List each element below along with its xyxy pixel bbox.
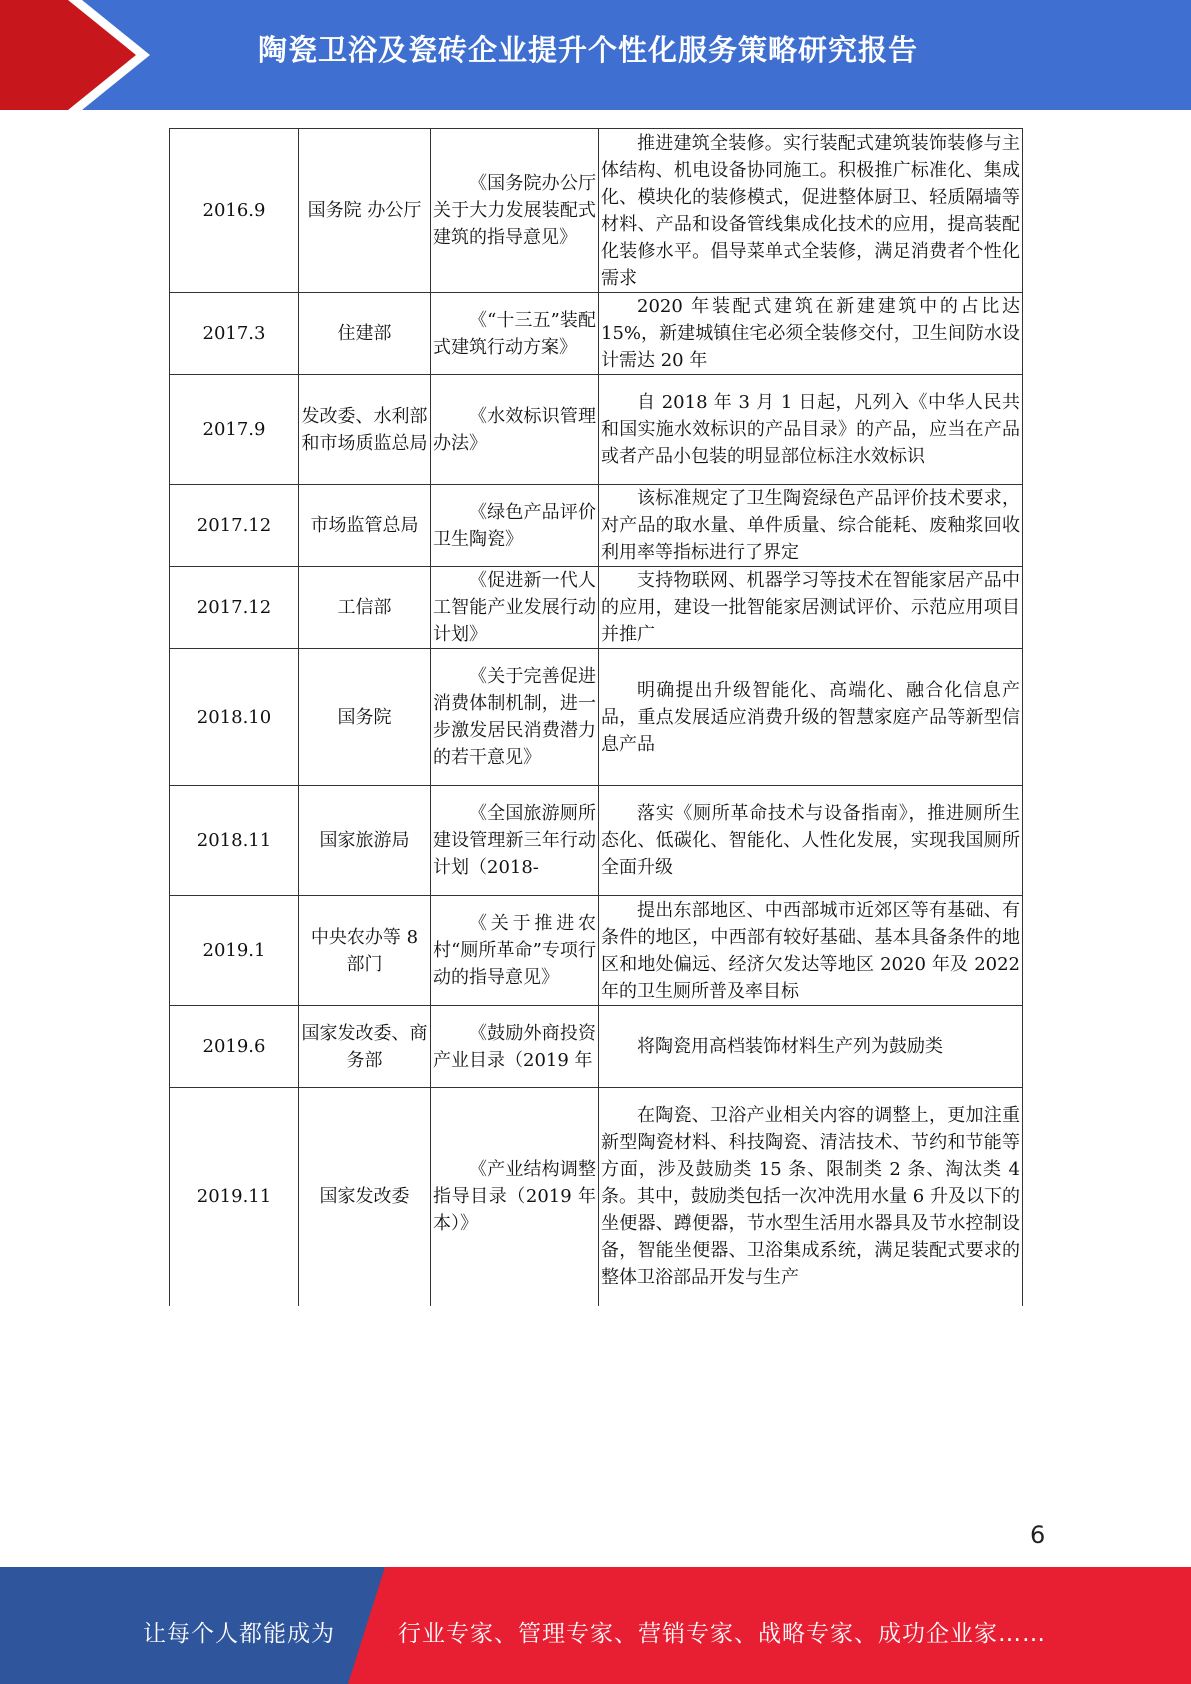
table-row <box>170 896 1023 1006</box>
table-row <box>170 293 1023 375</box>
policy-content: 明确提出升级智能化、高端化、融合化信息产品，重点发展适应消费升级的智慧家庭产品等新型信息产品 <box>599 649 1023 786</box>
page-number: 6 <box>1030 1521 1046 1549</box>
policy-date: 2018.11 <box>170 786 299 896</box>
policy-issuer: 工信部 <box>299 567 431 649</box>
table-row <box>170 1088 1023 1306</box>
policy-issuer: 中央农办等 8 部门 <box>299 896 431 1006</box>
footer-slogan-right: 行业专家、管理专家、营销专家、战略专家、成功企业家…… <box>398 1621 1046 1647</box>
policy-date: 2016.9 <box>170 129 299 293</box>
policy-issuer: 住建部 <box>299 293 431 375</box>
policy-content: 落实《厕所革命技术与设备指南》，推进厕所生态化、低碳化、智能化、人性化发展，实现我国厕所全面升级 <box>599 786 1023 896</box>
table-row <box>170 375 1023 485</box>
policy-document: 《产业结构调整指导目录（2019 年本）》 <box>431 1088 599 1306</box>
policy-document: 《全国旅游厕所建设管理新三年行动计划（2018- <box>431 786 599 896</box>
policy-document: 《“十三五”装配式建筑行动方案》 <box>431 293 599 375</box>
policy-content: 自 2018 年 3 月 1 日起，凡列入《中华人民共和国实施水效标识的产品目录》的产品，应当在产品或者产品小包装的明显部位标注水效标识 <box>599 375 1023 485</box>
policy-issuer: 国家旅游局 <box>299 786 431 896</box>
policy-content: 将陶瓷用高档装饰材料生产列为鼓励类 <box>599 1006 1023 1088</box>
policy-date: 2017.9 <box>170 375 299 485</box>
policy-document: 《水效标识管理办法》 <box>431 375 599 485</box>
policy-date: 2018.10 <box>170 649 299 786</box>
policy-date: 2017.3 <box>170 293 299 375</box>
policy-table <box>169 128 1023 1306</box>
policy-document: 《鼓励外商投资产业目录（2019 年 <box>431 1006 599 1088</box>
footer-slogan-left: 让每个人都能成为 <box>143 1621 335 1647</box>
policy-issuer: 国务院 办公厅 <box>299 129 431 293</box>
header-arrow-icon <box>0 0 140 110</box>
policy-issuer: 国务院 <box>299 649 431 786</box>
policy-content: 提出东部地区、中西部城市近郊区等有基础、有条件的地区，中西部有较好基础、基本具备条件的地区和地处偏远、经济欠发达等地区 2020 年及 2022 年的卫生厕所普及率目标 <box>599 896 1023 1006</box>
policy-content: 推进建筑全装修。实行装配式建筑装饰装修与主体结构、机电设备协同施工。积极推广标准化、集成化、模块化的装修模式，促进整体厨卫、轻质隔墙等材料、产品和设备管线集成化技术的应用，提高装配化装修水平。倡导菜单式全装修，满足消费者个性化需求 <box>599 129 1023 293</box>
policy-issuer: 国家发改委 <box>299 1088 431 1306</box>
policy-date: 2017.12 <box>170 485 299 567</box>
page-header <box>0 0 1191 110</box>
policy-issuer: 国家发改委、商务部 <box>299 1006 431 1088</box>
policy-document: 《绿色产品评价卫生陶瓷》 <box>431 485 599 567</box>
table-row <box>170 649 1023 786</box>
policy-date: 2019.11 <box>170 1088 299 1306</box>
report-title: 陶瓷卫浴及瓷砖企业提升个性化服务策略研究报告 <box>257 33 918 67</box>
page-footer <box>0 1567 1191 1684</box>
table-row <box>170 567 1023 649</box>
policy-date: 2017.12 <box>170 567 299 649</box>
policy-date: 2019.1 <box>170 896 299 1006</box>
policy-document: 《关于推进农村“厕所革命”专项行动的指导意见》 <box>431 896 599 1006</box>
policy-table-container <box>169 128 1022 1306</box>
policy-content: 该标准规定了卫生陶瓷绿色产品评价技术要求，对产品的取水量、单件质量、综合能耗、废釉浆回收利用率等指标进行了界定 <box>599 485 1023 567</box>
policy-content: 在陶瓷、卫浴产业相关内容的调整上，更加注重新型陶瓷材料、科技陶瓷、清洁技术、节约和节能等方面，涉及鼓励类 15 条、限制类 2 条、淘汰类 4 条。其中，鼓励类包括一次冲洗用水量 6 升及以下的坐便器、蹲便器，节水型生活用水器具及节水控制设备，智能坐便器、卫浴集成系统，满足装配式要求的整体卫浴部品开发与生产 <box>599 1088 1023 1306</box>
table-row <box>170 129 1023 293</box>
policy-content: 2020 年装配式建筑在新建建筑中的占比达 15%，新建城镇住宅必须全装修交付，卫生间防水设计需达 20 年 <box>599 293 1023 375</box>
table-row <box>170 485 1023 567</box>
policy-content: 支持物联网、机器学习等技术在智能家居产品中的应用，建设一批智能家居测试评价、示范应用项目并推广 <box>599 567 1023 649</box>
policy-document: 《关于完善促进消费体制机制，进一步激发居民消费潜力的若干意见》 <box>431 649 599 786</box>
policy-document: 《促进新一代人工智能产业发展行动计划》 <box>431 567 599 649</box>
policy-date: 2019.6 <box>170 1006 299 1088</box>
table-row <box>170 1006 1023 1088</box>
table-row <box>170 786 1023 896</box>
policy-document: 《国务院办公厅关于大力发展装配式建筑的指导意见》 <box>431 129 599 293</box>
policy-issuer: 市场监管总局 <box>299 485 431 567</box>
policy-issuer: 发改委、水利部和市场质监总局 <box>299 375 431 485</box>
